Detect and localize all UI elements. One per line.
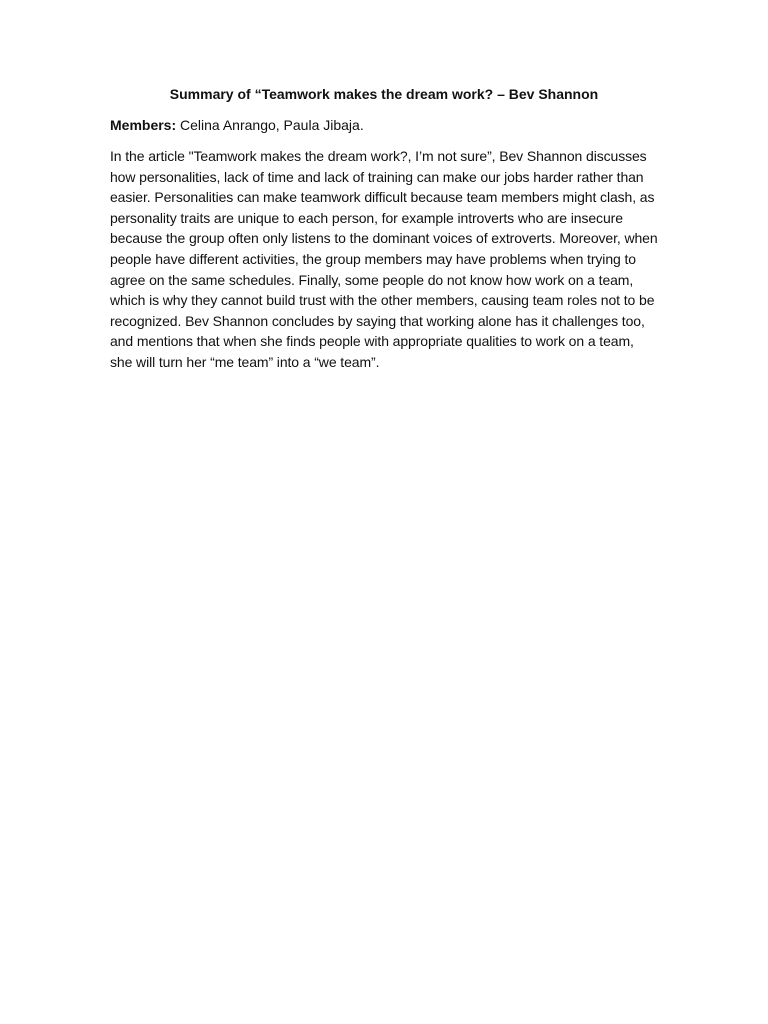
document-title: Summary of “Teamwork makes the dream work? – Bev Shannon — [169, 86, 599, 102]
members-value: Celina Anrango, Paula Jibaja. — [176, 117, 364, 133]
summary-paragraph: In the article "Teamwork makes the dream work?, I’m not sure”, Bev Shannon discusses how personalities, lack of time and lack of training can make our jobs harder rather than easier. Personalities can make teamwork difficult because team members might clash, as personality traits are unique to each person, for example introverts who are insecure because the group often only listens to the dominant voices of extroverts. Moreover, when people have different activities, the group members may have problems when trying to agree on the same schedules. Finally, some people do not know how work on a team, which is why they cannot build trust with the other members, causing team roles not to be recognized. Bev Shannon concludes by saying that working alone has it challenges too, and mentions that when she finds people with appropriate qualities to work on a team, she will turn her “me team” into a “we team”. — [110, 148, 658, 370]
members-line — [110, 115, 658, 135]
members-label: Members: — [110, 117, 177, 133]
document-content — [110, 84, 658, 373]
